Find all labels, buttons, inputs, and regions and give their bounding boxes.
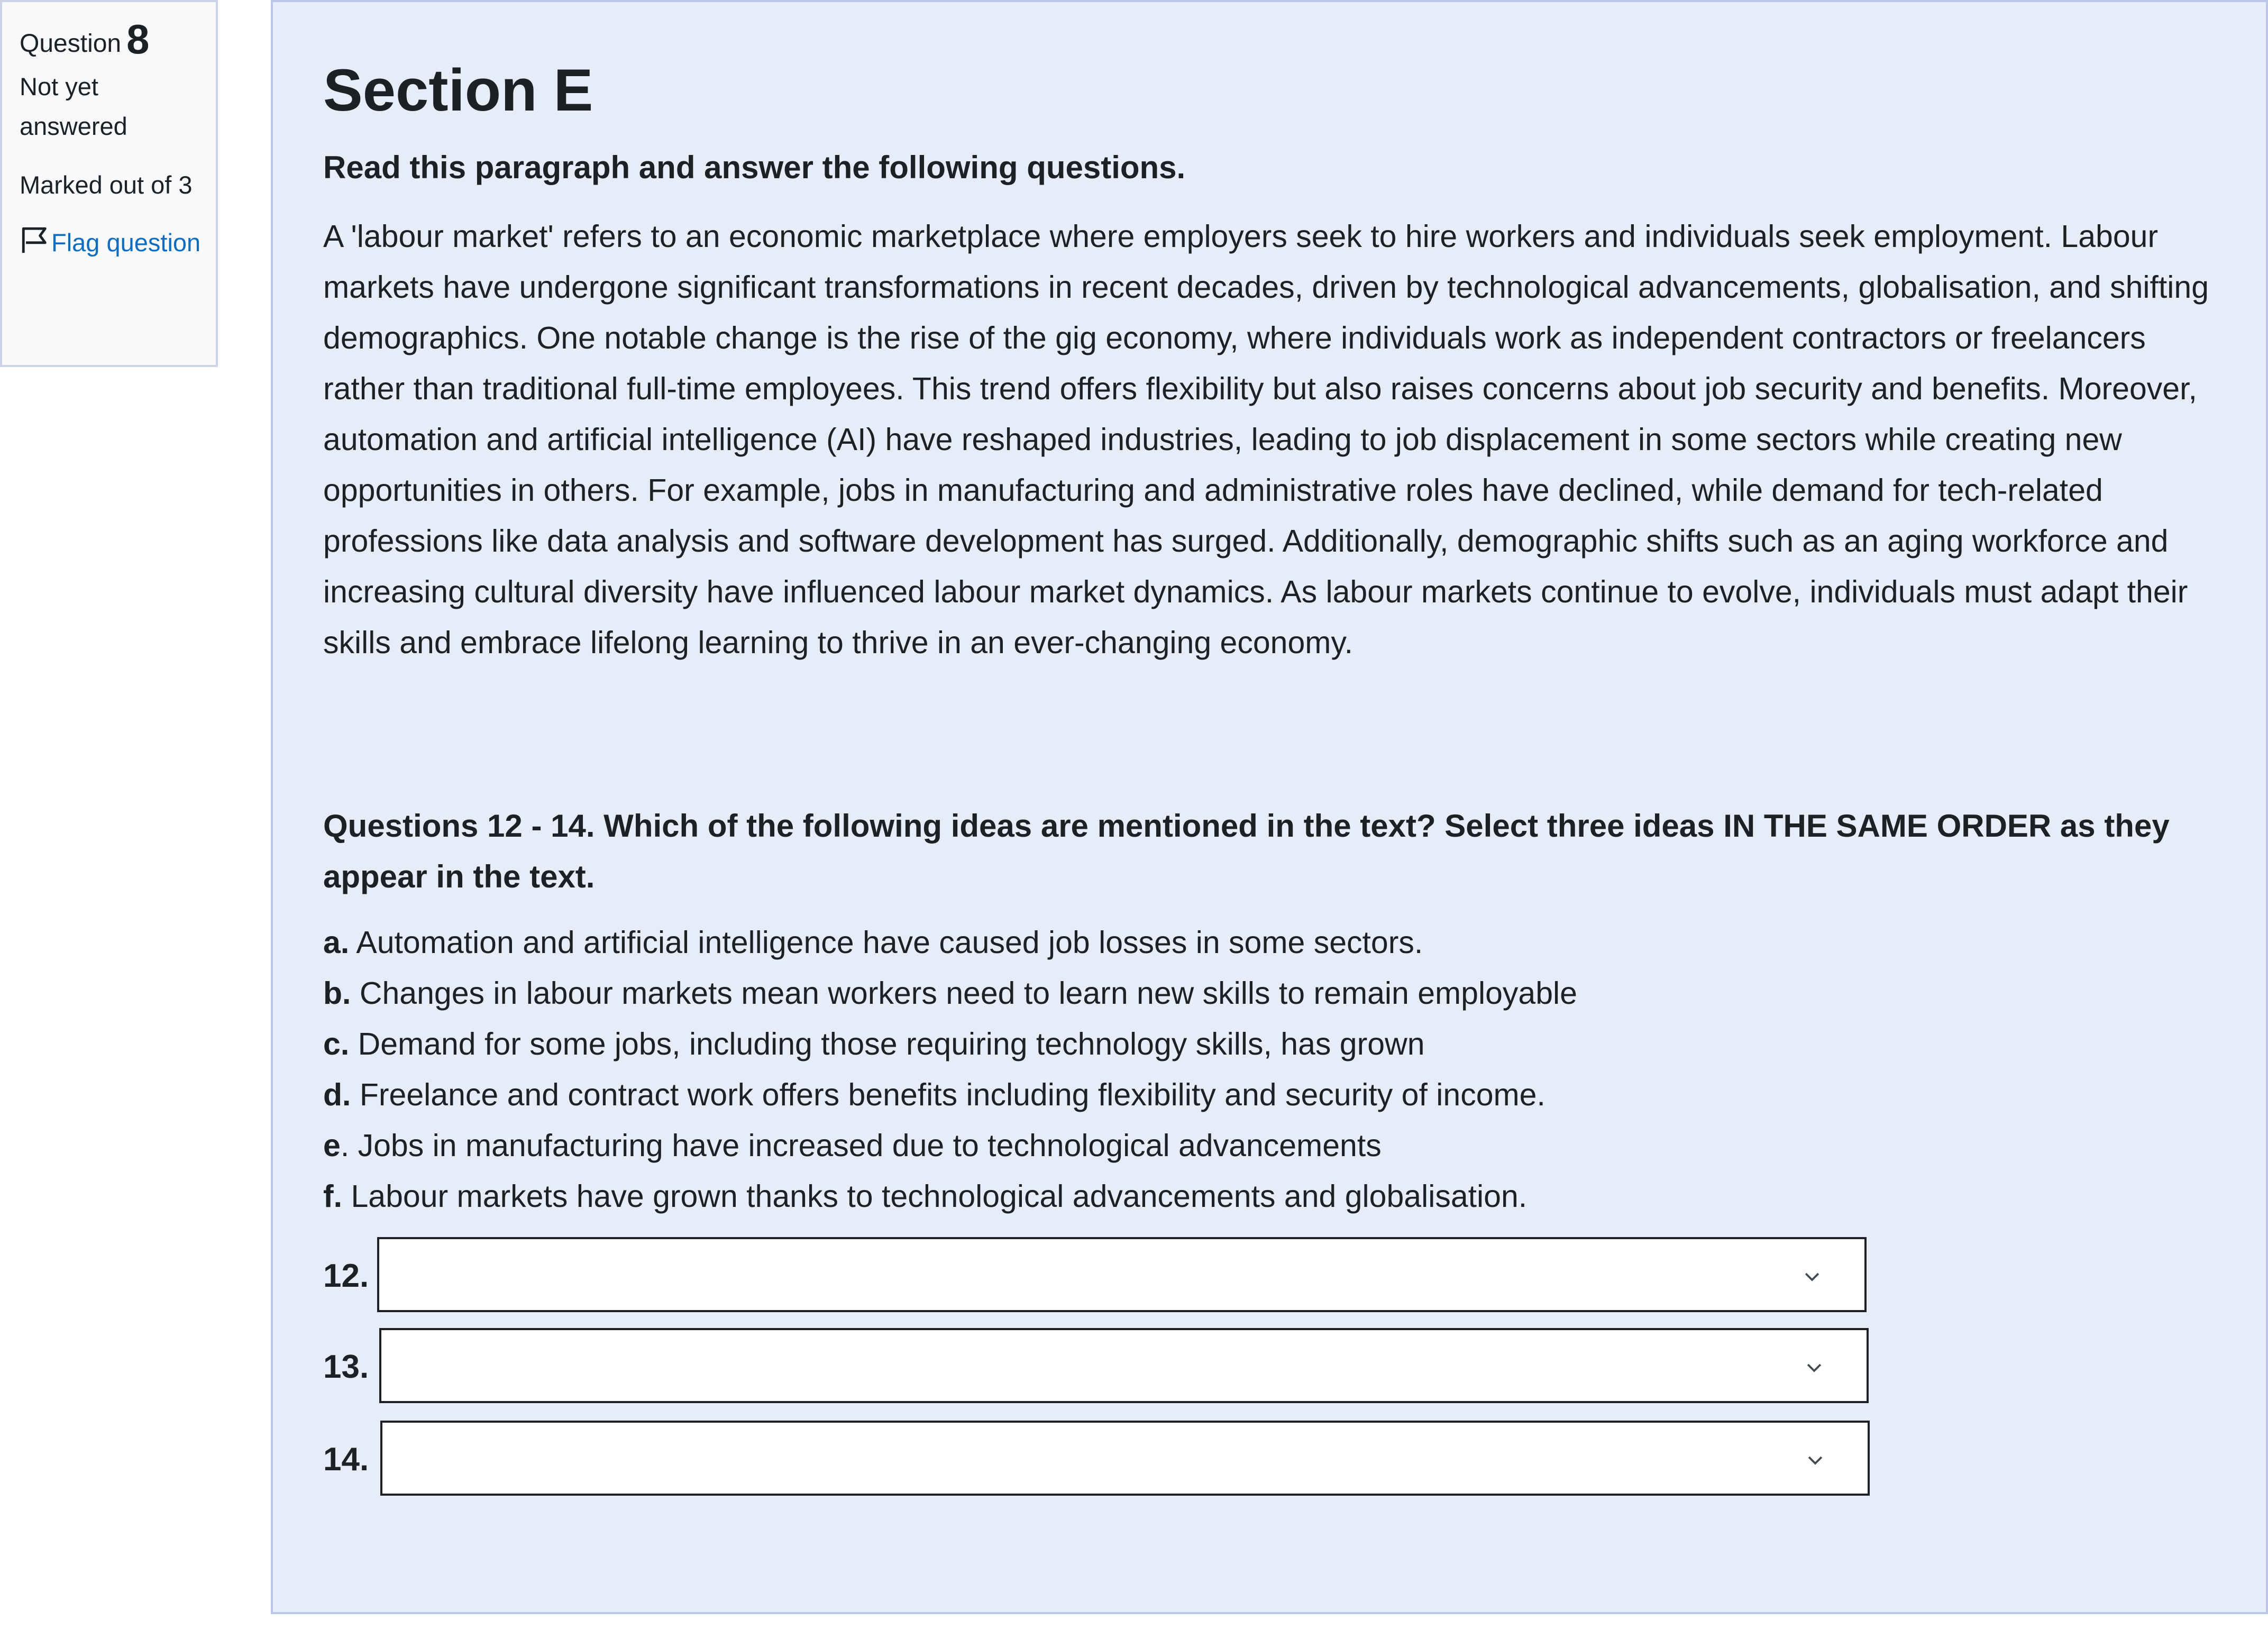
option-text: Freelance and contract work offers benefits including flexibility and security of income. [351, 1077, 1545, 1112]
question-label: Question [20, 30, 122, 58]
question-prompt: Questions 12 - 14. Which of the following ideas are mentioned in the text? Select three ideas IN THE SAME ORDER as they appear in the text. [323, 808, 2170, 894]
flag-icon [20, 225, 50, 255]
option-item [323, 968, 2206, 1019]
option-text: Demand for some jobs, including those requiring technology skills, has grown [349, 1027, 1425, 1061]
option-item [323, 1019, 2206, 1069]
answer-select-14[interactable] [380, 1421, 1870, 1496]
flag-question-label: Flag question [51, 228, 201, 257]
option-text: . Jobs in manufacturing have increased due to technological advancements [340, 1128, 1382, 1163]
answer-label: 12. [323, 1258, 369, 1294]
question-state: Not yet answered [20, 72, 127, 140]
section-title: Section E [323, 57, 593, 123]
question-info-panel [0, 0, 218, 367]
option-text: Labour markets have grown thanks to technological advancements and globalisation. [342, 1179, 1528, 1214]
reading-passage: A 'labour market' refers to an economic marketplace where employers seek to hire workers and individuals seek employment. Labour markets have undergone significant transformations in recent decades, driven by technological advancements, globalisation, and shifting demographics. One notable change is the rise of the gig economy, where individuals work as independent contractors or freelancers rather than traditional full-time employees. This trend offers flexibility but also raises concerns about job security and benefits. Moreover, automation and artificial intelligence (AI) have reshaped industries, leading to job displacement in some sectors while creating new opportunities in others. For example, jobs in manufacturing and administrative roles have declined, while demand for tech-related professions like data analysis and software development has surged. Additionally, demographic shifts such as an aging workforce and increasing cultural diversity have influenced labour market dynamics. As labour markets continue to evolve, individuals must adapt their skills and embrace lifelong learning to thrive in an ever-changing economy. [323, 219, 2209, 660]
section-intro: Read this paragraph and answer the following questions. [323, 150, 1186, 185]
idea-options-list [323, 917, 2206, 1222]
option-item [323, 917, 2206, 968]
option-letter: e [323, 1128, 341, 1163]
option-letter: b. [323, 976, 351, 1011]
option-text: Automation and artificial intelligence have caused job losses in some sectors. [349, 925, 1423, 960]
chevron-down-icon [1805, 1450, 1825, 1470]
flag-question-link[interactable] [20, 222, 210, 263]
option-text: Changes in labour markets mean workers need to learn new skills to remain employable [351, 976, 1577, 1011]
answer-label: 13. [323, 1349, 369, 1385]
option-letter: a. [323, 925, 350, 960]
answer-select-12[interactable] [377, 1237, 1867, 1312]
question-content [271, 0, 2268, 1614]
option-item [323, 1069, 2206, 1120]
question-number: 8 [126, 16, 150, 62]
option-letter: c. [323, 1027, 350, 1061]
chevron-down-icon [1804, 1358, 1824, 1378]
option-letter: d. [323, 1077, 351, 1112]
answer-select-13[interactable] [379, 1328, 1869, 1403]
option-letter: f. [323, 1179, 343, 1214]
option-item [323, 1171, 2206, 1222]
answer-label: 14. [323, 1441, 369, 1478]
question-number-heading [20, 18, 216, 60]
question-grade: Marked out of 3 [20, 171, 193, 199]
option-item [323, 1120, 2206, 1171]
chevron-down-icon [1802, 1267, 1822, 1287]
